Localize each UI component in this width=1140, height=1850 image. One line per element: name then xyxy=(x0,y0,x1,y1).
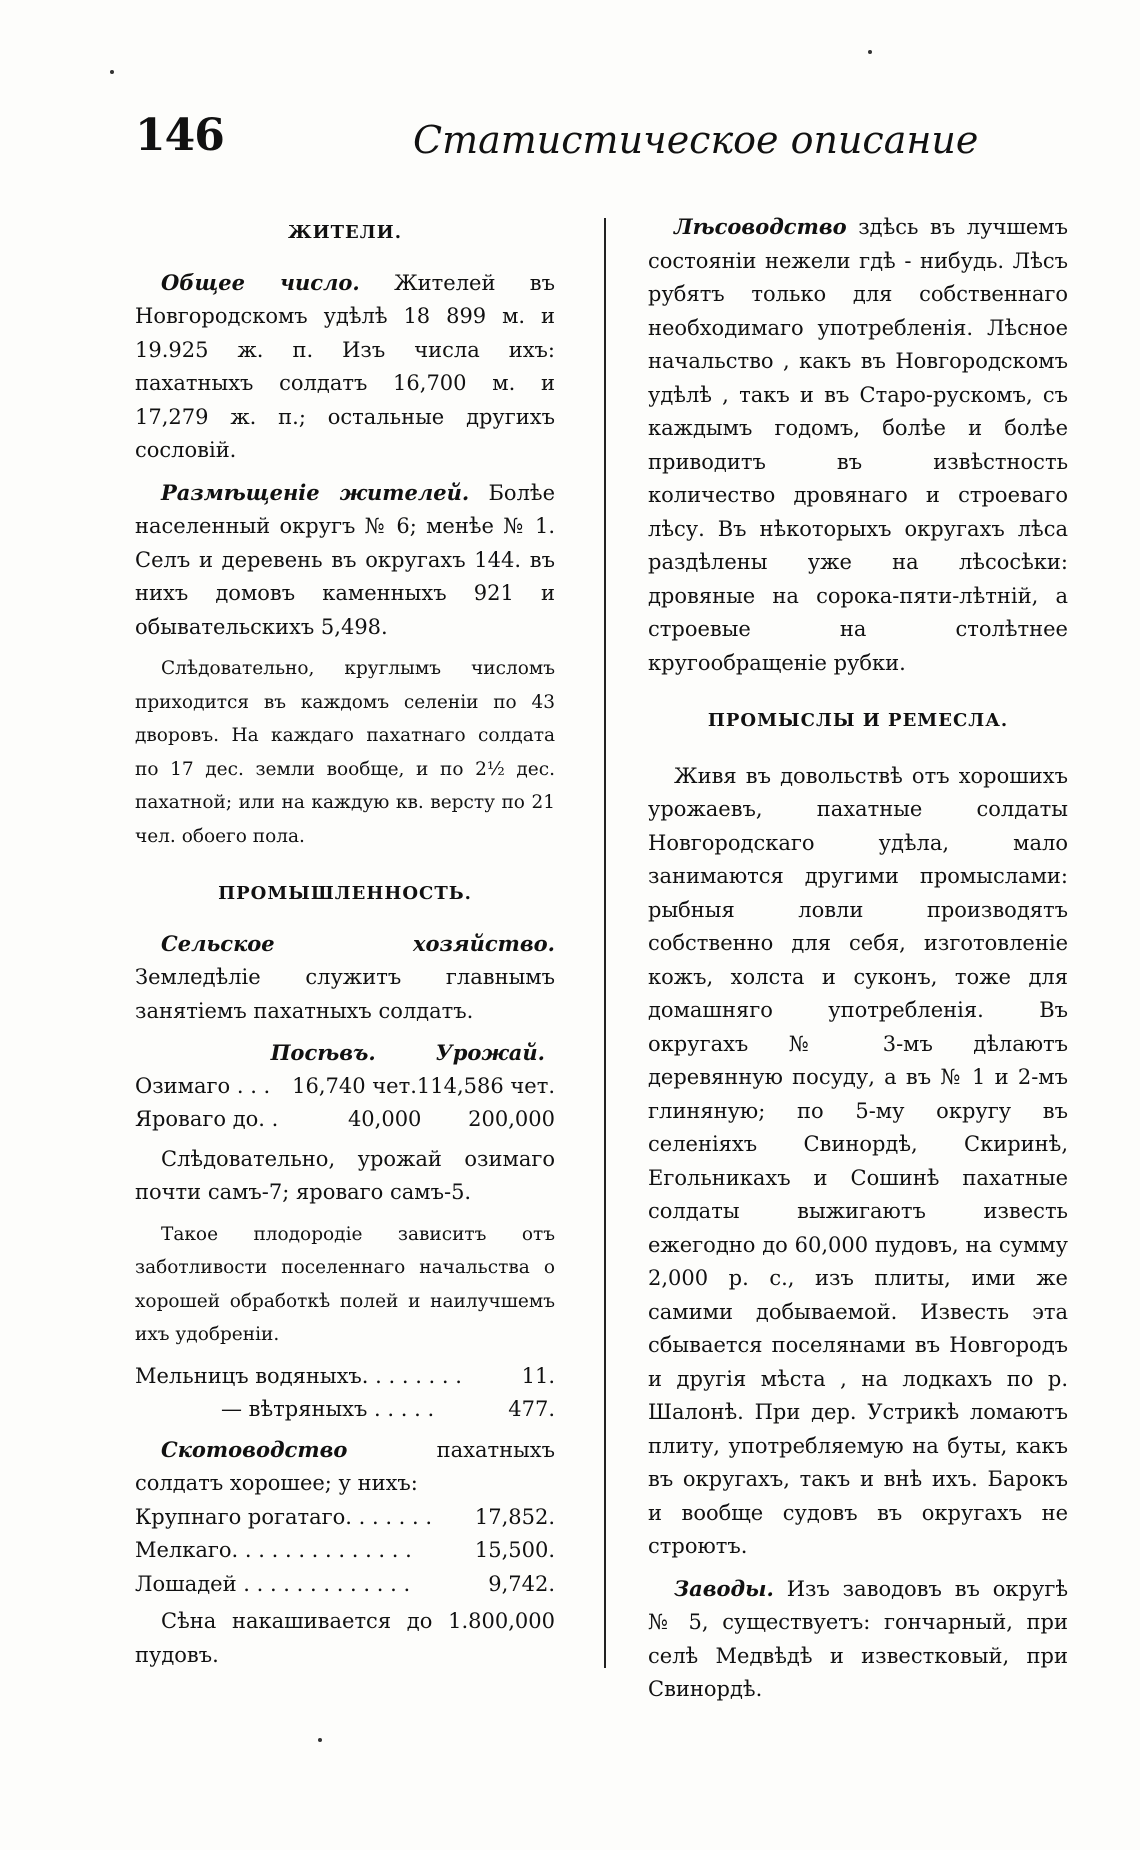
livestock-value: 15,500. xyxy=(474,1538,555,1562)
mills-row xyxy=(135,1360,555,1394)
text-livestock: пахатныхъ солдатъ хорошее; у нихъ: xyxy=(135,1437,555,1495)
grain-header-harvest: Урожай. xyxy=(435,1040,545,1065)
heading-population: ЖИТЕЛИ. xyxy=(288,222,402,243)
paragraph-trades: Живя въ довольствѣ отъ хорошихъ урожаевъ, пахатные солдаты Новгородскаго удѣла, мало занимаются другими промыслами: рыбныя ловли производятъ собственно для себя, изготовленіе кожъ, холста и суконъ, тоже для домашняго употребленія. Въ округахъ № 3-мъ дѣлаютъ деревянную посуду, а въ № 1 и 2-мъ глиняную; по 5-му округу въ селеніяхъ Свинордѣ, Скиринѣ, Егольникахъ и Сошинѣ пахатные солдаты выжигаютъ известь ежегодно до 60,000 пудовъ, на сумму 2,000 р. с., изъ плиты, ими же самими добываемой. Известь эта сбывается поселянами въ Новгородъ и другія мѣста , на лодкахъ по р. Шалонѣ. При дер. Устрикѣ ломаютъ плиту, употребляемую на буты, какъ въ округахъ, такъ и внѣ ихъ. Барокъ и вообще судовъ въ округахъ не строютъ. xyxy=(648,763,1068,1558)
lead-agriculture: Сельское хозяйство. xyxy=(161,930,555,956)
grain-label: Яроваго до. . xyxy=(135,1107,279,1131)
grain-harvest: 200,000 xyxy=(468,1107,555,1131)
paragraph-factories xyxy=(648,1572,1068,1707)
mills-label: — вѣтряныхъ . . . . . xyxy=(221,1397,435,1421)
paragraph-livestock xyxy=(135,1433,555,1501)
grain-row xyxy=(135,1103,555,1137)
livestock-row xyxy=(135,1534,555,1568)
mills-label: Мельницъ водяныхъ. . . . . . . . xyxy=(135,1363,462,1388)
text-distribution: Болѣе населенный округъ № 6; менѣе № 1. Селъ и деревень въ округахъ 144. въ нихъ домовъ каменныхъ 921 и обывательскихъ 5,498. xyxy=(135,480,555,639)
print-speck xyxy=(868,50,872,54)
heading-trades: ПРОМЫСЛЫ И РЕМЕСЛА. xyxy=(707,710,1009,731)
paragraph-yield: Слѣдовательно, урожай озимаго почти самъ-7; яроваго самъ-5. xyxy=(135,1146,555,1204)
livestock-label: Крупнаго рогатаго. . . . . . . xyxy=(135,1504,433,1529)
text-forestry: здѣсь въ лучшемъ состояніи нежели гдѣ - нибудь. Лѣсъ рубятъ только для собственнаго необходимаго употребленія. Лѣсное начальство , какъ въ Новгородскомъ удѣлѣ , такъ и въ Старо-рускомъ, съ каждымъ годомъ, болѣе и болѣе приводитъ въ извѣстность количество дровянаго и строеваго лѣсу. Въ нѣкоторыхъ округахъ лѣса раздѣлены уже на лѣсосѣки: дровяные на сорока-пяти-лѣтній, а строевые на столѣтнее кругообращеніе рубки. xyxy=(648,215,1068,675)
livestock-label: Лошадей . . . . . . . . . . . . . xyxy=(135,1571,411,1596)
grain-header-sown: Посѣвъ. xyxy=(270,1040,376,1065)
paragraph-fertility: Такое плодородіе зависитъ отъ заботливости поселеннаго начальства о хорошей обработкѣ полей и наилучшемъ ихъ удобреніи. xyxy=(135,1223,555,1345)
livestock-value: 17,852. xyxy=(474,1504,555,1529)
grain-label: Озимаго . . . xyxy=(135,1073,271,1098)
print-speck xyxy=(318,1738,322,1742)
lead-total-population: Общее число. xyxy=(161,269,360,295)
lead-distribution: Размѣщеніе жителей. xyxy=(161,479,470,505)
text-factories: Изъ заводовъ въ округѣ № 5, существуетъ: гончарный, при селѣ Медвѣдѣ и известковый, при Свинордѣ. xyxy=(648,1576,1068,1701)
text-total-population: Жителей въ Новгородскомъ удѣлѣ 18 899 м. и 19.925 ж. п. Изъ числа ихъ: пахатныхъ солдатъ 16,700 м. и 17,279 ж. п.; остальные другихъ сословій. xyxy=(135,270,555,462)
lead-factories: Заводы. xyxy=(674,1575,774,1601)
page-number: 146 xyxy=(135,110,224,161)
paragraph-total-population xyxy=(135,266,555,468)
grain-harvest: 114,586 чет. xyxy=(416,1073,555,1098)
paragraph-distribution xyxy=(135,476,555,645)
livestock-value: 9,742. xyxy=(488,1571,555,1596)
paragraph-forestry xyxy=(648,210,1068,680)
page-header xyxy=(135,110,979,170)
livestock-row xyxy=(135,1568,555,1602)
heading-industry: ПРОМЫШЛЕННОСТЬ. xyxy=(218,883,472,904)
mills-row xyxy=(135,1393,555,1427)
left-column xyxy=(135,210,555,1680)
running-title: Статистическое описание xyxy=(413,118,979,162)
paragraph-hay: Сѣна накашивается до 1.800,000 пудовъ. xyxy=(135,1609,555,1667)
text-agriculture: Земледѣліе служитъ главнымъ занятіемъ пахатныхъ солдатъ. xyxy=(135,965,555,1023)
paragraph-agriculture xyxy=(135,927,555,1029)
mills-value: 11. xyxy=(521,1363,555,1388)
mills-value: 477. xyxy=(508,1397,555,1421)
grain-table-header xyxy=(135,1036,555,1070)
right-column xyxy=(648,210,1068,1715)
print-speck xyxy=(110,70,114,74)
column-divider xyxy=(604,218,606,1668)
grain-row xyxy=(135,1070,555,1104)
paragraph-consequently: Слѣдовательно, круглымъ числомъ приходится въ каждомъ селеніи по 43 дворовъ. На каждаго пахатнаго солдата по 17 дес. земли вообще, и по 2½ дес. пахатной; или на каждую кв. версту по 21 чел. обоего пола. xyxy=(135,658,555,847)
grain-sown: 16,740 чет. xyxy=(292,1073,417,1098)
livestock-label: Мелкаго. . . . . . . . . . . . . . xyxy=(135,1538,412,1562)
lead-forestry: Лѣсоводство xyxy=(674,214,847,239)
livestock-row xyxy=(135,1501,555,1535)
grain-sown: 40,000 xyxy=(347,1107,422,1131)
lead-livestock: Скотоводство xyxy=(161,1436,348,1462)
